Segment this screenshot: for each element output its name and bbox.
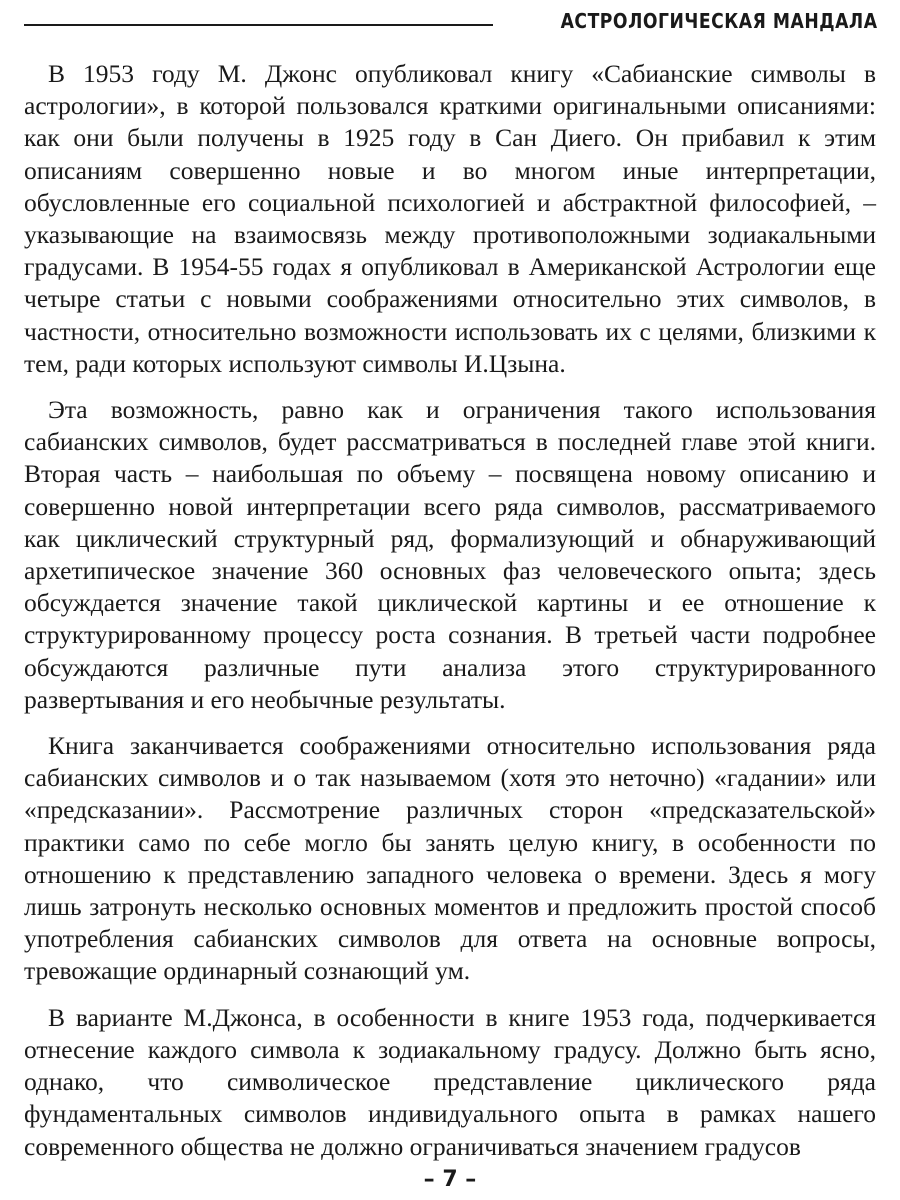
paragraph: В 1953 году М. Джонс опубликовал книгу «Сабианские символы в астрологии», в которой пользовался краткими оригинальными описаниями: как они были получены в 1925 году в Сан Диего. Он прибавил к этим описаниям совершенно новые и во многом иные интерпретации, обусловленные его социальной психологией и абстрактной философией, – указывающие на взаимосвязь между противоположными зодиакальными градусами. В 1954-55 годах я опубликовал в Американской Астрологии еще четыре статьи с новыми соображениями относительно этих символов, в частности, относительно возможности использовать их с целями, близкими к тем, ради которых используют символы И.Цзына. [24,59,876,378]
paragraph: Книга заканчивается соображениями относительно использования ряда сабианских символов и о так называемом (хотя это неточно) «гадании» или «предсказании». Рассмотрение различных сторон «предсказательской» практики само по себе могло бы занять целую книгу, в особенности по отношению к представлению западного человека о времени. Здесь я могу лишь затронуть несколько основных моментов и предложить простой способ употребления сабианских символов для ответа на основные вопросы, тревожащие ординарный сознающий ум. [24,731,876,986]
header-rule [24,24,493,26]
paragraph: Эта возможность, равно как и ограничения такого использования сабианских символов, будет рассматриваться в последней главе этой книги. Вторая часть – наибольшая по объему – посвящена новому описанию и совершенно новой интерпретации всего ряда символов, рассматриваемого как циклический структурный ряд, формализующий и обнаруживающий архетипическое значение 360 основных фаз человеческого опыта; здесь обсуждается значение такой циклической картины и ее отношение к структурированному процессу роста сознания. В третьей части подробнее обсуждаются различные пути анализа этого структурированного развертывания и его необычные результаты. [24,395,876,714]
page-number: – 7 – [423,1167,477,1192]
body-text [24,58,876,1177]
running-header [24,6,878,36]
running-title: АСТРОЛОГИЧЕСКАЯ МАНДАЛА [561,9,878,33]
paragraph: В варианте М.Джонса, в особенности в книге 1953 года, подчеркивается отнесение каждого символа к зодиакальному градусу. Должно быть ясно, однако, что символическое представление циклического ряда фундаментальных символов индивидуального опыта в рамках нашего современного общества не должно ограничиваться значением градусов [24,1002,876,1161]
